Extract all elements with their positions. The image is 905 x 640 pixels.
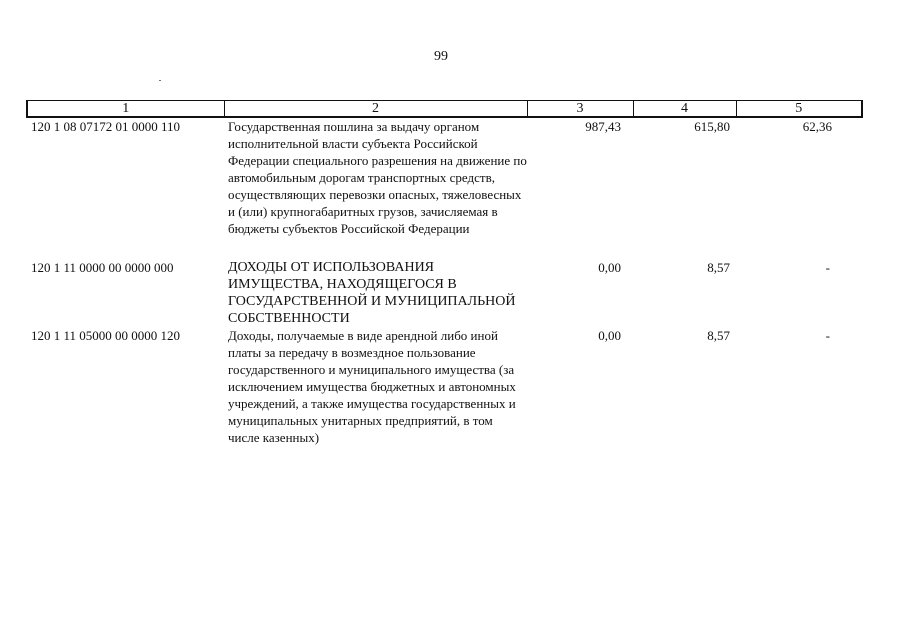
row-code: 120 1 11 0000 00 0000 000 (31, 260, 174, 275)
row-code: 120 1 08 07172 01 0000 110 (31, 119, 181, 134)
row-spacer (27, 237, 862, 259)
row-name: ДОХОДЫ ОТ ИСПОЛЬЗОВАНИЯ ИМУЩЕСТВА, НАХОДЯЩЕГОСЯ В ГОСУДАРСТВЕННОЙ И МУНИЦИПАЛЬНОЙ СОБСТВЕННОСТИ (228, 260, 516, 326)
table-body (27, 117, 862, 446)
row-name: Доходы, получаемые в виде арендной либо иной платы за передачу в возмездное пользование государственного и муниципального имущества (за исключением имущества бюджетных и автономных учреждений, а также имущества государственных и муниципальных унитарных предприятий, в том числе казенных) (228, 328, 516, 445)
table-row (27, 117, 862, 237)
row-col3-value: 0,00 (598, 328, 621, 343)
header-col-5: 5 (736, 101, 862, 118)
table-row (27, 327, 862, 446)
table-row (27, 259, 862, 327)
row-spacer-cell (27, 237, 862, 259)
header-col-4: 4 (633, 101, 736, 118)
row-name: Государственная пошлина за выдачу органом исполнительной власти субъекта Российской Федерации специального разрешения на движение по автомобильным дорогам транспортных средств, осуществляющих перевозки опасных, тяжеловесных и (или) крупногабаритных грузов, зачисляемая в бюджеты субъектов Российской Федерации (228, 119, 527, 236)
row-col5-value: 62,36 (802, 119, 832, 134)
budget-table (26, 100, 863, 446)
row-col3-value: 0,00 (598, 260, 621, 275)
row-col4-value: 8,57 (707, 260, 730, 275)
page-number: 99 (434, 49, 448, 64)
row-col4-value: 615,80 (694, 119, 730, 134)
row-col5-value: - (825, 260, 830, 275)
scan-artifact (159, 80, 161, 81)
row-code: 120 1 11 05000 00 0000 120 (31, 328, 181, 343)
header-col-2: 2 (224, 101, 527, 118)
header-col-3: 3 (527, 101, 633, 118)
header-col-1: 1 (27, 101, 224, 118)
header-row (27, 101, 862, 118)
row-col3-value: 987,43 (585, 119, 621, 134)
row-col4-value: 8,57 (707, 328, 730, 343)
row-col5-value: - (825, 328, 830, 343)
table-header (27, 101, 862, 118)
